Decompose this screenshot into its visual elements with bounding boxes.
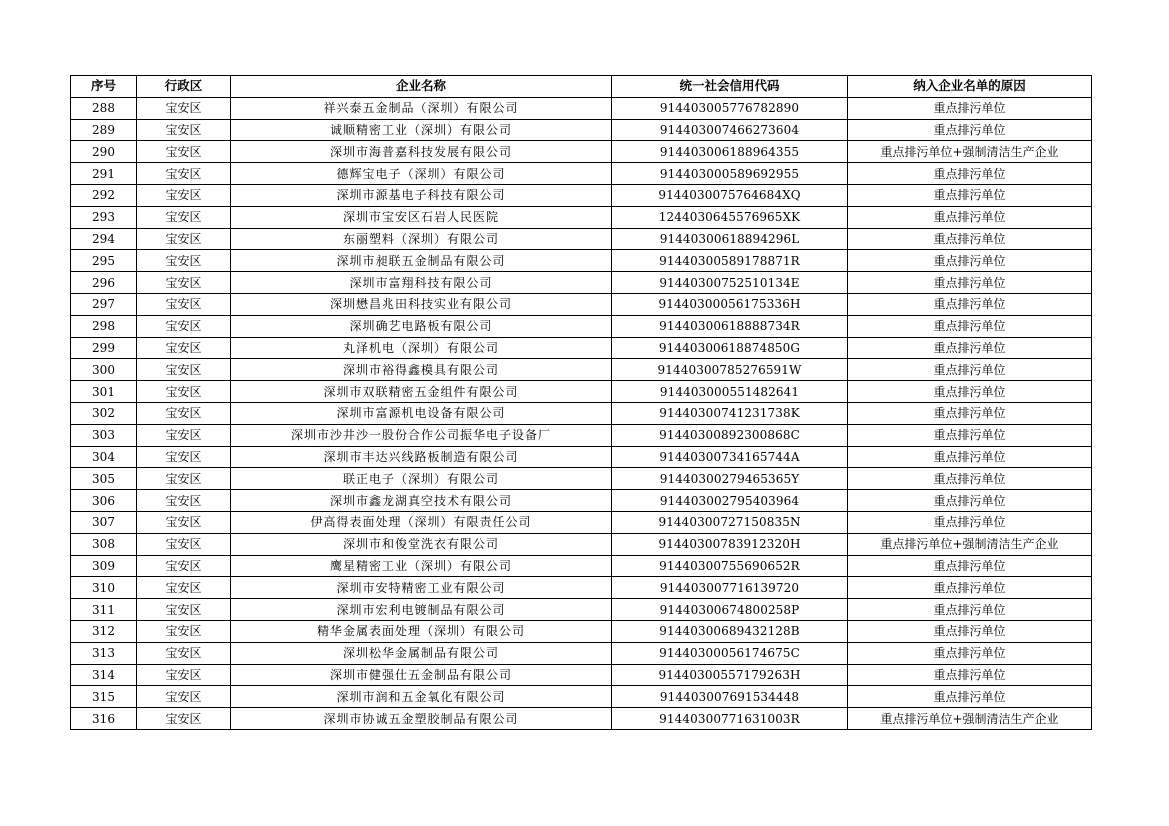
table-row: [71, 533, 1092, 555]
cell-credit-code: 914403005776782890: [612, 97, 848, 119]
cell-company-name: 鹰星精密工业（深圳）有限公司: [231, 555, 612, 577]
cell-company-name: 深圳市协诚五金塑胶制品有限公司: [231, 708, 612, 730]
cell-serial-number: 302: [71, 402, 137, 424]
cell-serial-number: 299: [71, 337, 137, 359]
cell-district: 宝安区: [137, 468, 231, 490]
enterprise-table: [70, 75, 1092, 730]
cell-company-name: 丸泽机电（深圳）有限公司: [231, 337, 612, 359]
table-row: [71, 315, 1092, 337]
cell-inclusion-reason: 重点排污单位: [848, 511, 1092, 533]
cell-district: 宝安区: [137, 228, 231, 250]
cell-serial-number: 291: [71, 163, 137, 185]
cell-credit-code: 91440300727150835N: [612, 511, 848, 533]
cell-company-name: 深圳懋昌兆田科技实业有限公司: [231, 293, 612, 315]
table-row: [71, 642, 1092, 664]
cell-district: 宝安区: [137, 315, 231, 337]
cell-company-name: 深圳市和俊堂洗衣有限公司: [231, 533, 612, 555]
cell-credit-code: 91440300752510134E: [612, 272, 848, 294]
table-row: [71, 97, 1092, 119]
cell-credit-code: 91440300056174675C: [612, 642, 848, 664]
header-row: [71, 76, 1092, 98]
cell-company-name: 深圳市富源机电设备有限公司: [231, 402, 612, 424]
table-row: [71, 577, 1092, 599]
cell-company-name: 深圳确艺电路板有限公司: [231, 315, 612, 337]
cell-inclusion-reason: 重点排污单位: [848, 642, 1092, 664]
table-row: [71, 620, 1092, 642]
cell-company-name: 深圳松华金属制品有限公司: [231, 642, 612, 664]
header-district: 行政区: [137, 76, 231, 98]
cell-credit-code: 91440300689432128B: [612, 620, 848, 642]
table-row: [71, 402, 1092, 424]
cell-credit-code: 91440300783912320H: [612, 533, 848, 555]
cell-inclusion-reason: 重点排污单位: [848, 381, 1092, 403]
cell-company-name: 深圳市健强仕五金制品有限公司: [231, 664, 612, 686]
cell-company-name: 深圳市昶联五金制品有限公司: [231, 250, 612, 272]
cell-inclusion-reason: 重点排污单位: [848, 315, 1092, 337]
cell-serial-number: 297: [71, 293, 137, 315]
cell-serial-number: 295: [71, 250, 137, 272]
table-row: [71, 599, 1092, 621]
cell-inclusion-reason: 重点排污单位: [848, 206, 1092, 228]
table-row: [71, 141, 1092, 163]
cell-company-name: 深圳市安特精密工业有限公司: [231, 577, 612, 599]
cell-credit-code: 91440300557179263H: [612, 664, 848, 686]
table-row: [71, 424, 1092, 446]
cell-district: 宝安区: [137, 490, 231, 512]
cell-district: 宝安区: [137, 446, 231, 468]
cell-credit-code: 91440300755690652R: [612, 555, 848, 577]
cell-inclusion-reason: 重点排污单位: [848, 119, 1092, 141]
cell-company-name: 深圳市鑫龙湖真空技术有限公司: [231, 490, 612, 512]
header-inclusion-reason: 纳入企业名单的原因: [848, 76, 1092, 98]
cell-serial-number: 290: [71, 141, 137, 163]
cell-inclusion-reason: 重点排污单位: [848, 163, 1092, 185]
cell-serial-number: 314: [71, 664, 137, 686]
cell-district: 宝安区: [137, 664, 231, 686]
cell-company-name: 伊高得表面处理（深圳）有限责任公司: [231, 511, 612, 533]
cell-district: 宝安区: [137, 293, 231, 315]
cell-company-name: 联正电子（深圳）有限公司: [231, 468, 612, 490]
cell-serial-number: 303: [71, 424, 137, 446]
cell-district: 宝安区: [137, 642, 231, 664]
cell-serial-number: 313: [71, 642, 137, 664]
cell-credit-code: 91440300056175336H: [612, 293, 848, 315]
cell-company-name: 深圳市富翔科技有限公司: [231, 272, 612, 294]
cell-district: 宝安区: [137, 620, 231, 642]
cell-serial-number: 305: [71, 468, 137, 490]
cell-company-name: 诚顺精密工业（深圳）有限公司: [231, 119, 612, 141]
table-row: [71, 555, 1092, 577]
cell-serial-number: 308: [71, 533, 137, 555]
cell-company-name: 深圳市润和五金氧化有限公司: [231, 686, 612, 708]
table-row: [71, 664, 1092, 686]
table-row: [71, 272, 1092, 294]
cell-credit-code: 91440300785276591W: [612, 359, 848, 381]
cell-serial-number: 301: [71, 381, 137, 403]
cell-credit-code: 91440300618874850G: [612, 337, 848, 359]
table-row: [71, 490, 1092, 512]
table-row: [71, 250, 1092, 272]
cell-district: 宝安区: [137, 555, 231, 577]
cell-serial-number: 306: [71, 490, 137, 512]
cell-inclusion-reason: 重点排污单位: [848, 468, 1092, 490]
cell-serial-number: 304: [71, 446, 137, 468]
cell-company-name: 深圳市宝安区石岩人民医院: [231, 206, 612, 228]
cell-credit-code: 914403000589692955: [612, 163, 848, 185]
table-row: [71, 381, 1092, 403]
cell-district: 宝安区: [137, 163, 231, 185]
cell-inclusion-reason: 重点排污单位: [848, 184, 1092, 206]
cell-serial-number: 292: [71, 184, 137, 206]
cell-company-name: 深圳市宏利电镀制品有限公司: [231, 599, 612, 621]
cell-company-name: 深圳市裕得鑫模具有限公司: [231, 359, 612, 381]
table-row: [71, 468, 1092, 490]
table-row: [71, 337, 1092, 359]
cell-inclusion-reason: 重点排污单位: [848, 555, 1092, 577]
header-serial-number: 序号: [71, 76, 137, 98]
header-credit-code: 统一社会信用代码: [612, 76, 848, 98]
cell-inclusion-reason: 重点排污单位: [848, 293, 1092, 315]
table-row: [71, 511, 1092, 533]
cell-serial-number: 296: [71, 272, 137, 294]
table-header: [71, 76, 1092, 98]
cell-district: 宝安区: [137, 511, 231, 533]
cell-credit-code: 914403002795403964: [612, 490, 848, 512]
cell-district: 宝安区: [137, 686, 231, 708]
cell-inclusion-reason: 重点排污单位+强制清洁生产企业: [848, 708, 1092, 730]
cell-serial-number: 293: [71, 206, 137, 228]
cell-inclusion-reason: 重点排污单位+强制清洁生产企业: [848, 141, 1092, 163]
table-row: [71, 293, 1092, 315]
cell-company-name: 深圳市源基电子科技有限公司: [231, 184, 612, 206]
cell-credit-code: 914403006188964355: [612, 141, 848, 163]
cell-inclusion-reason: 重点排污单位+强制清洁生产企业: [848, 533, 1092, 555]
cell-inclusion-reason: 重点排污单位: [848, 620, 1092, 642]
cell-district: 宝安区: [137, 119, 231, 141]
cell-company-name: 深圳市丰达兴线路板制造有限公司: [231, 446, 612, 468]
cell-serial-number: 309: [71, 555, 137, 577]
cell-serial-number: 300: [71, 359, 137, 381]
cell-credit-code: 914403007466273604: [612, 119, 848, 141]
cell-district: 宝安区: [137, 141, 231, 163]
cell-serial-number: 289: [71, 119, 137, 141]
cell-company-name: 德辉宝电子（深圳）有限公司: [231, 163, 612, 185]
cell-serial-number: 315: [71, 686, 137, 708]
table-row: [71, 228, 1092, 250]
cell-inclusion-reason: 重点排污单位: [848, 577, 1092, 599]
cell-district: 宝安区: [137, 184, 231, 206]
cell-district: 宝安区: [137, 577, 231, 599]
cell-company-name: 精华金属表面处理（深圳）有限公司: [231, 620, 612, 642]
cell-inclusion-reason: 重点排污单位: [848, 337, 1092, 359]
cell-serial-number: 294: [71, 228, 137, 250]
cell-credit-code: 91440300279465365Y: [612, 468, 848, 490]
header-company-name: 企业名称: [231, 76, 612, 98]
cell-district: 宝安区: [137, 206, 231, 228]
cell-credit-code: 914403007691534448: [612, 686, 848, 708]
table-body: [71, 97, 1092, 729]
cell-serial-number: 316: [71, 708, 137, 730]
table-row: [71, 446, 1092, 468]
cell-inclusion-reason: 重点排污单位: [848, 228, 1092, 250]
cell-company-name: 祥兴泰五金制品（深圳）有限公司: [231, 97, 612, 119]
table-row: [71, 163, 1092, 185]
table-row: [71, 184, 1092, 206]
cell-inclusion-reason: 重点排污单位: [848, 686, 1092, 708]
cell-inclusion-reason: 重点排污单位: [848, 664, 1092, 686]
cell-credit-code: 91440300618894296L: [612, 228, 848, 250]
cell-company-name: 东丽塑料（深圳）有限公司: [231, 228, 612, 250]
cell-serial-number: 311: [71, 599, 137, 621]
cell-serial-number: 312: [71, 620, 137, 642]
cell-inclusion-reason: 重点排污单位: [848, 272, 1092, 294]
cell-district: 宝安区: [137, 424, 231, 446]
cell-serial-number: 298: [71, 315, 137, 337]
cell-credit-code: 91440300618888734R: [612, 315, 848, 337]
cell-inclusion-reason: 重点排污单位: [848, 446, 1092, 468]
cell-district: 宝安区: [137, 337, 231, 359]
cell-inclusion-reason: 重点排污单位: [848, 490, 1092, 512]
table-row: [71, 708, 1092, 730]
cell-credit-code: 91440300892300868C: [612, 424, 848, 446]
cell-credit-code: 914403000551482641: [612, 381, 848, 403]
cell-credit-code: 91440300734165744A: [612, 446, 848, 468]
cell-district: 宝安区: [137, 250, 231, 272]
cell-district: 宝安区: [137, 97, 231, 119]
cell-credit-code: 91440300674800258P: [612, 599, 848, 621]
cell-credit-code: 91440300771631003R: [612, 708, 848, 730]
table-row: [71, 206, 1092, 228]
cell-district: 宝安区: [137, 708, 231, 730]
cell-district: 宝安区: [137, 381, 231, 403]
cell-inclusion-reason: 重点排污单位: [848, 599, 1092, 621]
cell-district: 宝安区: [137, 402, 231, 424]
cell-credit-code: 1244030645576965XK: [612, 206, 848, 228]
cell-serial-number: 310: [71, 577, 137, 599]
cell-inclusion-reason: 重点排污单位: [848, 424, 1092, 446]
cell-company-name: 深圳市海普嘉科技发展有限公司: [231, 141, 612, 163]
cell-inclusion-reason: 重点排污单位: [848, 97, 1092, 119]
cell-district: 宝安区: [137, 272, 231, 294]
table-row: [71, 359, 1092, 381]
cell-credit-code: 9144030075764684XQ: [612, 184, 848, 206]
cell-credit-code: 91440300741231738K: [612, 402, 848, 424]
cell-district: 宝安区: [137, 533, 231, 555]
cell-serial-number: 307: [71, 511, 137, 533]
cell-district: 宝安区: [137, 599, 231, 621]
cell-inclusion-reason: 重点排污单位: [848, 402, 1092, 424]
cell-credit-code: 914403007716139720: [612, 577, 848, 599]
table-row: [71, 119, 1092, 141]
cell-company-name: 深圳市双联精密五金组件有限公司: [231, 381, 612, 403]
cell-inclusion-reason: 重点排污单位: [848, 250, 1092, 272]
cell-inclusion-reason: 重点排污单位: [848, 359, 1092, 381]
cell-credit-code: 91440300589178871R: [612, 250, 848, 272]
table-row: [71, 686, 1092, 708]
cell-serial-number: 288: [71, 97, 137, 119]
cell-company-name: 深圳市沙井沙一股份合作公司振华电子设备厂: [231, 424, 612, 446]
cell-district: 宝安区: [137, 359, 231, 381]
